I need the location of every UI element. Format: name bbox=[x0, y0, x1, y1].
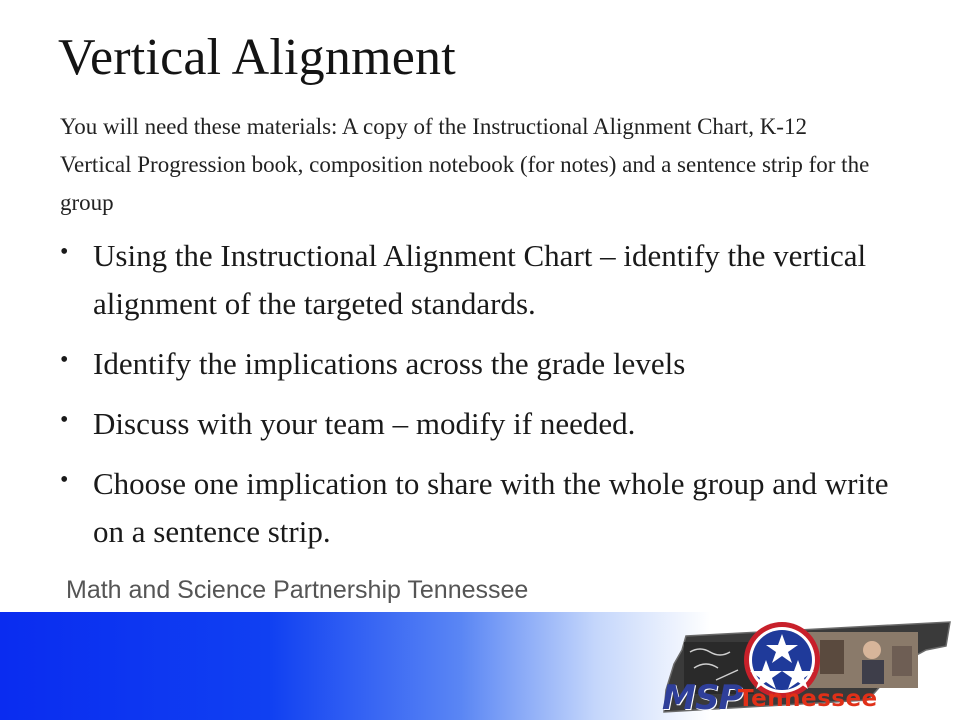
bullet-marker: • bbox=[60, 407, 69, 433]
bullet-marker: • bbox=[60, 239, 69, 265]
bullet-marker: • bbox=[60, 467, 69, 493]
bullet-text: Identify the implications across the grade levels bbox=[93, 346, 686, 381]
partnership-footer-text: Math and Science Partnership Tennessee bbox=[66, 576, 529, 604]
bullet-text: Using the Instructional Alignment Chart – identify the vertical alignment of the targeted standards. bbox=[93, 238, 867, 321]
bullet-marker: • bbox=[60, 347, 69, 373]
logo-tennessee-text: Tennessee bbox=[738, 686, 878, 712]
logo-msp-text: MSP bbox=[662, 678, 743, 718]
slide-title: Vertical Alignment bbox=[58, 29, 456, 86]
bullet-text: Discuss with your team – modify if needed. bbox=[93, 406, 636, 441]
materials-note: You will need these materials: A copy of the Instructional Alignment Chart, K-12 Vertical Progression book, composition notebook (for notes) and a sentence strip for the group bbox=[60, 114, 870, 215]
bullet-text: Choose one implication to share with the whole group and write on a sentence strip. bbox=[93, 466, 889, 549]
